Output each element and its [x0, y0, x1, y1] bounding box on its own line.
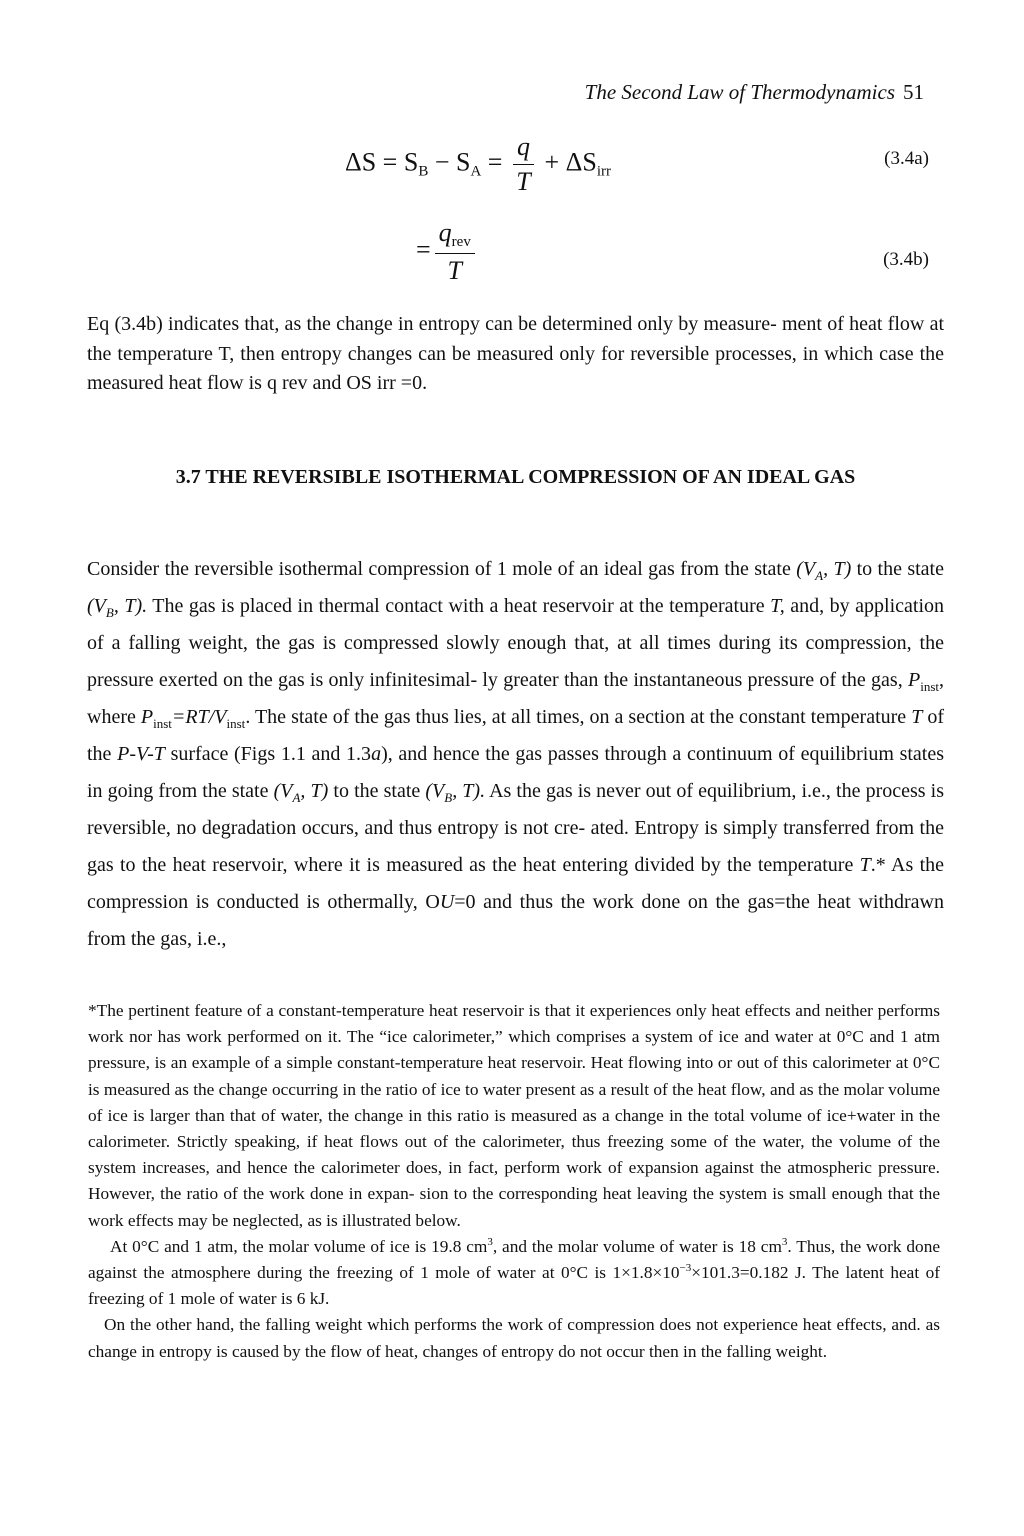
section-heading: 3.7 THE REVERSIBLE ISOTHERMAL COMPRESSION OF AN IDEAL GAS: [175, 466, 856, 488]
equation-label-3-4a: (3.4a): [884, 148, 929, 169]
equation-3-4b: = $\frac{q_{rev}}{T}$: [416, 218, 479, 286]
paragraph-eq-explanation: Eq (3.4b) indicates that, as the change in entropy can be determined only by measure- ment of heat flow at the temperature T, then entropy changes can be measured only for reversible processes, in which case the measured heat flow is q rev and OS irr =0.: [87, 313, 944, 394]
footnote: [88, 998, 940, 1365]
footnote-paragraph-3: On the other hand, the falling weight which performs the work of compression does not experience heat effects, and. as change in entropy is caused by the flow of heat, changes of entropy do not occur then in the falling weight.: [88, 1315, 940, 1361]
running-header: [585, 80, 924, 105]
footnote-paragraph-1: *The pertinent feature of a constant-temperature heat reservoir is that it experiences only heat effects and neither performs work nor has work performed on it. The “ice calorimeter,” which comprises a system of ice and water at 0°C and 1 atm pressure, is an example of a simple constant-temperature heat reservoir. Heat flowing into or out of this calorimeter at 0°C is measured as the change occurring in the ratio of ice to water present as a result of the heat flow, and as the molar volume of ice is larger than that of water, the change in this ratio is measured as a change in the total volume of ice+water in the calorimeter. Strictly speaking, if heat flows out of the calorimeter, thus freezing some of the water, the volume of the system increases, and hence the calorimeter does, in fact, perform work of expansion against the atmospheric pressure. However, the ratio of the work done in expan- sion to the corresponding heat leaving the system is small enough that the work effects may be neglected, as is illustrated below.: [88, 1001, 940, 1230]
equation-label-3-4b: (3.4b): [883, 249, 929, 270]
paragraph-isothermal-compression: Consider the reversible isothermal compression of 1 mole of an ideal gas from the state ($V_A$, T) to the state ($V_B$, T). The gas is placed in thermal contact with a heat reservoir at the temperature T, and, by application of a falling weight, the gas is compressed slowly enough that, at all times during its compression, the pressure exerted on the gas is only infinitesimal- ly greater than the instantaneous pressure of the gas, $P_{inst}$, where $P_{inst}=RT/V_{inst}$. The state of the gas thus lies, at all times, on a section at the constant temperature T of the P-V-T surface (Figs 1.1 and 1.3a), and hence the gas passes through a continuum of equilibrium states in going from the state ($V_A$, T) to the state ($V_B$, T). As the gas is never out of equilibrium, i.e., the process is reversible, no degradation occurs, and thus entropy is not cre- ated. Entropy is simply transferred from the gas to the heat reservoir, where it is measured as the heat entering divided by the temperature T.* As the compression is conducted is othermally, OU=0 and thus the work done on the gas=the heat withdrawn from the gas, i.e.,: [87, 558, 945, 950]
page-number: 51: [903, 80, 924, 104]
header-title: The Second Law of Thermodynamics: [584, 80, 895, 104]
equation-3-4a: $\Delta S = S_B - S_A$ = $\frac{q}{T}$ + $\Delta S_{irr}$: [345, 132, 611, 196]
footnote-paragraph-2: At 0°C and 1 atm, the molar volume of ice is 19.8 $cm^3$, and the molar volume of water is 18 $cm^3$. Thus, the work done against the atmosphere during the freezing of 1 mole of water at 0°C is $1\times 1.8\times 10^{-3}\times 101.3=0.182$ J. The latent heat of freezing of 1 mole of water is 6 kJ.: [88, 1235, 941, 1309]
